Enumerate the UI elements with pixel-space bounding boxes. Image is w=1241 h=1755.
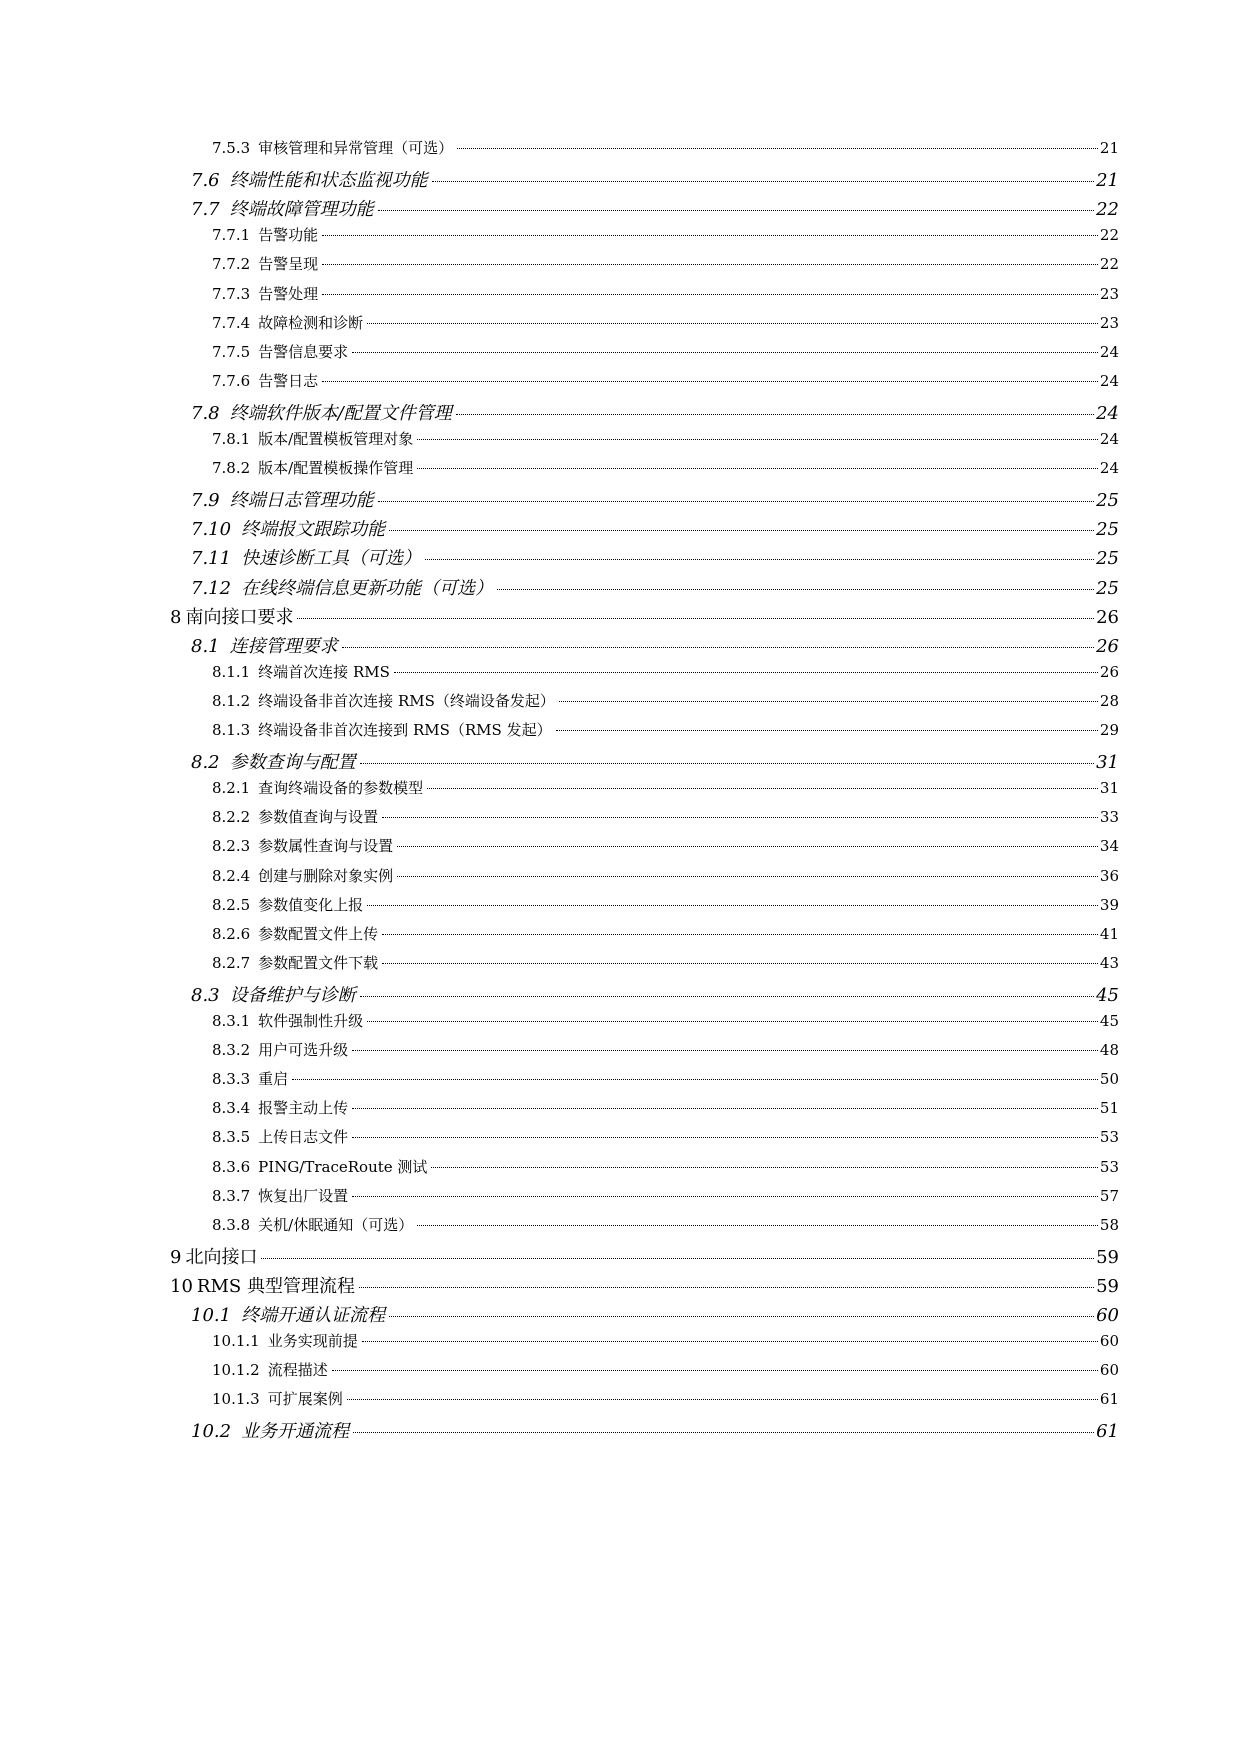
toc-dot-leader: [497, 589, 1094, 590]
toc-dot-leader: [417, 1225, 1098, 1226]
toc-page-number: 43: [1099, 953, 1119, 972]
toc-entry[interactable]: [212, 224, 1119, 254]
toc-section-number: 7.7.5: [212, 342, 251, 361]
toc-section-number: 7.7.4: [212, 313, 251, 332]
toc-dot-leader: [427, 788, 1098, 789]
toc-dot-leader: [362, 1341, 1098, 1342]
toc-section-number: 8.2.3: [212, 837, 251, 856]
toc-section-title: 连接管理要求: [229, 635, 338, 657]
toc-page-number: 24: [1099, 459, 1119, 478]
toc-page-number: 23: [1099, 284, 1119, 303]
toc-dot-leader: [347, 1399, 1098, 1400]
toc-entry[interactable]: [212, 1214, 1119, 1244]
toc-dot-leader: [397, 876, 1098, 877]
toc-dot-leader: [382, 817, 1098, 818]
toc-section-title: 终端设备非首次连接到 RMS（RMS 发起）: [258, 721, 552, 739]
toc-entry[interactable]: [212, 137, 1119, 167]
toc-entry[interactable]: [191, 1417, 1119, 1447]
toc-section-title: 在线终端信息更新功能（可选）: [241, 577, 494, 599]
toc-section-number: 10: [170, 1275, 193, 1297]
toc-dot-leader: [360, 763, 1094, 764]
toc-entry[interactable]: [212, 1388, 1119, 1418]
toc-section-title: 参数属性查询与设置: [258, 837, 394, 856]
toc-dot-leader: [457, 148, 1098, 149]
toc-page-number: 60: [1096, 1305, 1119, 1326]
toc-section-title: 参数值查询与设置: [258, 808, 379, 827]
toc-entry[interactable]: [191, 1301, 1119, 1331]
toc-page-number: 57: [1099, 1186, 1119, 1205]
toc-entry[interactable]: [212, 1068, 1119, 1098]
toc-entry[interactable]: [212, 1039, 1119, 1069]
toc-entry[interactable]: [191, 632, 1119, 662]
toc-dot-leader: [367, 323, 1098, 324]
toc-section-number: 8.3.2: [212, 1041, 251, 1060]
toc-section-number: 10.1.3: [212, 1390, 260, 1409]
toc-dot-leader: [352, 1196, 1098, 1197]
toc-page-number: 21: [1099, 139, 1119, 157]
toc-section-title: 上传日志文件: [258, 1128, 349, 1147]
toc-page-number: 59: [1096, 1246, 1119, 1268]
toc-entry[interactable]: [212, 457, 1119, 487]
toc-entry[interactable]: [212, 312, 1119, 342]
toc-section-number: 7.8.2: [212, 459, 251, 478]
toc-section-title: 南向接口要求: [185, 606, 294, 628]
toc-dot-leader: [432, 181, 1094, 182]
toc-section-number: 8.3.4: [212, 1099, 251, 1118]
toc-section-title: 终端设备非首次连接 RMS（终端设备发起）: [258, 691, 555, 710]
toc-section-title: 终端报文跟踪功能: [241, 519, 386, 541]
toc-dot-leader: [342, 647, 1094, 648]
toc-section-number: 10.2: [191, 1421, 232, 1443]
toc-page-number: 24: [1099, 371, 1119, 390]
toc-section-title: 用户可选升级: [258, 1041, 349, 1060]
toc-dot-leader: [332, 1370, 1098, 1371]
toc-entry[interactable]: [212, 1010, 1119, 1040]
toc-page-number: 60: [1099, 1361, 1119, 1380]
toc-dot-leader: [322, 235, 1098, 236]
toc-section-number: 8.2.4: [212, 866, 251, 885]
toc-section-title: 终端首次连接 RMS: [258, 662, 390, 681]
toc-section-number: 7.11: [191, 548, 232, 570]
toc-page-number: 31: [1096, 752, 1119, 774]
toc-section-number: 8.2.1: [212, 779, 251, 798]
toc-section-title: 快速诊断工具（可选）: [241, 548, 422, 570]
toc-dot-leader: [352, 1050, 1098, 1051]
toc-page-number: 25: [1096, 519, 1119, 541]
toc-page-number: 26: [1096, 635, 1119, 657]
toc-page-number: 24: [1099, 430, 1119, 448]
toc-dot-leader: [322, 294, 1098, 295]
toc-page-number: 60: [1099, 1332, 1119, 1351]
toc-entry[interactable]: [191, 399, 1119, 429]
toc-section-title: 故障检测和诊断: [258, 313, 364, 332]
toc-entry[interactable]: [191, 544, 1119, 574]
toc-section-number: 7.12: [191, 577, 232, 599]
toc-page-number: 45: [1099, 1012, 1119, 1030]
toc-dot-leader: [556, 730, 1098, 731]
toc-entry[interactable]: [212, 1359, 1119, 1389]
toc-entry[interactable]: [191, 515, 1119, 545]
toc-section-number: 8.2.6: [212, 924, 251, 943]
toc-section-title: 版本/配置模板管理对象: [258, 430, 414, 448]
toc-section-title: 审核管理和异常管理（可选）: [258, 139, 454, 157]
toc-section-title: 参数配置文件上传: [258, 924, 379, 943]
toc-dot-leader: [417, 468, 1098, 469]
toc-page-number: 53: [1099, 1128, 1119, 1147]
toc-page-number: 61: [1096, 1421, 1119, 1443]
toc-dot-leader: [297, 618, 1094, 619]
toc-page-number: 50: [1099, 1070, 1119, 1089]
toc-dot-leader: [382, 963, 1098, 964]
toc-dot-leader: [378, 501, 1094, 502]
toc-section-number: 7.5.3: [212, 139, 251, 157]
toc-entry[interactable]: [212, 253, 1119, 283]
toc-section-title: 版本/配置模板操作管理: [258, 459, 414, 478]
toc-dot-leader: [322, 381, 1098, 382]
toc-page-number: 24: [1099, 342, 1119, 361]
toc-dot-leader: [352, 1137, 1098, 1138]
toc-entry[interactable]: [212, 1185, 1119, 1215]
toc-section-number: 7.7.2: [212, 255, 251, 274]
toc-page-number: 26: [1096, 606, 1119, 628]
toc-section-number: 8.1: [191, 635, 220, 657]
toc-dot-leader: [382, 934, 1098, 935]
toc-section-title: 创建与删除对象实例: [258, 866, 394, 885]
toc-page-number: 26: [1099, 662, 1119, 681]
toc-section-number: 8.2.7: [212, 953, 251, 972]
toc-section-title: 参数值变化上报: [258, 895, 364, 914]
toc-section-number: 7.8: [191, 402, 220, 424]
toc-page-number: 22: [1099, 255, 1119, 274]
toc-entry[interactable]: [212, 719, 1119, 749]
toc-section-number: 8.2.5: [212, 895, 251, 914]
toc-page-number: 23: [1099, 313, 1119, 332]
toc-entry[interactable]: [212, 428, 1119, 458]
toc-section-title: 查询终端设备的参数模型: [258, 779, 424, 798]
toc-section-number: 8.1.1: [212, 662, 251, 681]
toc-dot-leader: [397, 846, 1098, 847]
toc-entry[interactable]: [191, 748, 1119, 778]
toc-section-number: 8.1.2: [212, 691, 251, 710]
toc-entry[interactable]: [212, 1097, 1119, 1127]
toc-entry[interactable]: [212, 835, 1119, 865]
toc-section-number: 8.3.3: [212, 1070, 251, 1089]
toc-section-number: 7.6: [191, 170, 220, 192]
toc-entry[interactable]: [212, 894, 1119, 924]
toc-dot-leader: [367, 905, 1098, 906]
toc-section-number: 8.3.1: [212, 1012, 251, 1030]
toc-dot-leader: [367, 1021, 1098, 1022]
toc-section-title: 终端软件版本/配置文件管理: [229, 402, 452, 424]
toc-section-number: 7.7.1: [212, 226, 251, 245]
toc-page-number: 36: [1099, 866, 1119, 885]
toc-page-number: 24: [1096, 402, 1119, 424]
toc-section-number: 10.1: [191, 1305, 232, 1326]
toc-entry[interactable]: [170, 1243, 1119, 1273]
toc-section-title: 告警信息要求: [258, 342, 349, 361]
toc-entry[interactable]: [191, 486, 1119, 516]
toc-section-title: 业务实现前提: [267, 1332, 358, 1351]
toc-section-title: 报警主动上传: [258, 1099, 349, 1118]
toc-entry[interactable]: [212, 923, 1119, 953]
toc-section-number: 7.7.6: [212, 371, 251, 390]
toc-dot-leader: [389, 1316, 1094, 1317]
toc-section-title: 可扩展案例: [267, 1390, 343, 1409]
toc-dot-leader: [389, 530, 1094, 531]
toc-page-number: 25: [1096, 490, 1119, 512]
toc-section-number: 8.3.6: [212, 1157, 251, 1176]
toc-section-number: 7.9: [191, 490, 220, 512]
toc-page-number: 41: [1099, 924, 1119, 943]
toc-section-number: 9: [170, 1246, 182, 1268]
toc-page-number: 45: [1096, 984, 1119, 1006]
toc-section-title: 告警处理: [258, 284, 319, 303]
toc-section-title: 恢复出厂设置: [258, 1186, 349, 1205]
toc-entry[interactable]: [170, 1272, 1119, 1302]
toc-entry[interactable]: [212, 661, 1119, 691]
toc-page-number: 25: [1096, 577, 1119, 599]
toc-section-number: 8: [170, 606, 182, 628]
toc-page-number: 28: [1099, 691, 1119, 710]
toc-page-number: 21: [1096, 170, 1119, 192]
toc-entry[interactable]: [212, 806, 1119, 836]
toc-page-number: 22: [1096, 199, 1119, 221]
toc-section-number: 7.10: [191, 519, 232, 541]
toc-page-number: 39: [1099, 895, 1119, 914]
toc-entry[interactable]: [212, 1126, 1119, 1156]
toc-entry[interactable]: [212, 865, 1119, 895]
toc-section-title: 关机/休眠通知（可选）: [258, 1215, 414, 1234]
toc-dot-leader: [431, 1167, 1098, 1168]
toc-section-number: 10.1.2: [212, 1361, 260, 1380]
toc-page-number: 48: [1099, 1041, 1119, 1060]
toc-entry[interactable]: [212, 690, 1119, 720]
toc-entry[interactable]: [212, 341, 1119, 371]
toc-page-number: 58: [1099, 1215, 1119, 1234]
toc-section-title: 告警日志: [258, 371, 319, 390]
toc-section-number: 10.1.1: [212, 1332, 260, 1351]
toc-section-title: 参数查询与配置: [229, 752, 356, 774]
toc-section-title: 终端性能和状态监视功能: [229, 170, 428, 192]
toc-section-title: PING/TraceRoute 测试: [258, 1157, 428, 1176]
toc-section-title: RMS 典型管理流程: [196, 1275, 355, 1297]
toc-section-title: 流程描述: [267, 1361, 328, 1380]
toc-section-number: 8.2.2: [212, 808, 251, 827]
toc-section-number: 8.3.8: [212, 1215, 251, 1234]
toc-section-title: 重启: [258, 1070, 289, 1089]
toc-entry[interactable]: [191, 574, 1119, 604]
toc-dot-leader: [559, 701, 1098, 702]
toc-dot-leader: [378, 210, 1094, 211]
toc-section-title: 业务开通流程: [241, 1421, 350, 1443]
toc-section-number: 8.3.7: [212, 1186, 251, 1205]
toc-entry[interactable]: [212, 952, 1119, 982]
toc-entry[interactable]: [170, 603, 1119, 633]
toc-page-number: 33: [1099, 808, 1119, 827]
toc-dot-leader: [322, 264, 1098, 265]
toc-page-number: 31: [1099, 779, 1119, 798]
toc-page-number: 25: [1096, 548, 1119, 570]
toc-section-number: 7.7: [191, 199, 220, 221]
toc-dot-leader: [352, 352, 1098, 353]
toc-dot-leader: [353, 1432, 1094, 1433]
toc-section-number: 8.2: [191, 752, 220, 774]
toc-entry[interactable]: [212, 777, 1119, 807]
toc-page-number: 61: [1099, 1390, 1119, 1409]
toc-entry[interactable]: [212, 1330, 1119, 1360]
toc-dot-leader: [360, 996, 1094, 997]
toc-dot-leader: [425, 559, 1094, 560]
toc-section-title: 软件强制性升级: [258, 1012, 364, 1030]
toc-section-title: 告警功能: [258, 226, 319, 245]
toc-page-number: 22: [1099, 226, 1119, 245]
toc-page-number: 29: [1099, 721, 1119, 739]
toc-dot-leader: [456, 414, 1094, 415]
toc-entry[interactable]: [212, 1156, 1119, 1186]
toc-entry[interactable]: [191, 166, 1119, 196]
toc-page-number: 53: [1099, 1157, 1119, 1176]
toc-dot-leader: [394, 672, 1098, 673]
toc-dot-leader: [352, 1108, 1098, 1109]
toc-entry[interactable]: [212, 370, 1119, 400]
toc-dot-leader: [261, 1258, 1094, 1259]
toc-section-number: 7.8.1: [212, 430, 251, 448]
toc-section-title: 终端日志管理功能: [229, 490, 374, 512]
toc-section-number: 7.7.3: [212, 284, 251, 303]
toc-entry[interactable]: [212, 283, 1119, 313]
toc-section-title: 终端开通认证流程: [241, 1305, 386, 1326]
toc-entry[interactable]: [191, 195, 1119, 225]
toc-dot-leader: [292, 1079, 1098, 1080]
toc-dot-leader: [359, 1287, 1094, 1288]
toc-section-number: 8.3: [191, 984, 220, 1006]
toc-section-number: 8.3.5: [212, 1128, 251, 1147]
toc-section-title: 告警呈现: [258, 255, 319, 274]
toc-section-title: 北向接口: [185, 1246, 258, 1268]
toc-entry[interactable]: [191, 981, 1119, 1011]
toc-page-number: 51: [1099, 1099, 1119, 1118]
toc-section-title: 参数配置文件下载: [258, 953, 379, 972]
toc-section-number: 8.1.3: [212, 721, 251, 739]
toc-section-title: 终端故障管理功能: [229, 199, 374, 221]
toc-page-number: 34: [1099, 837, 1119, 856]
toc-page-number: 59: [1096, 1275, 1119, 1297]
toc-dot-leader: [417, 439, 1098, 440]
toc-section-title: 设备维护与诊断: [229, 984, 356, 1006]
